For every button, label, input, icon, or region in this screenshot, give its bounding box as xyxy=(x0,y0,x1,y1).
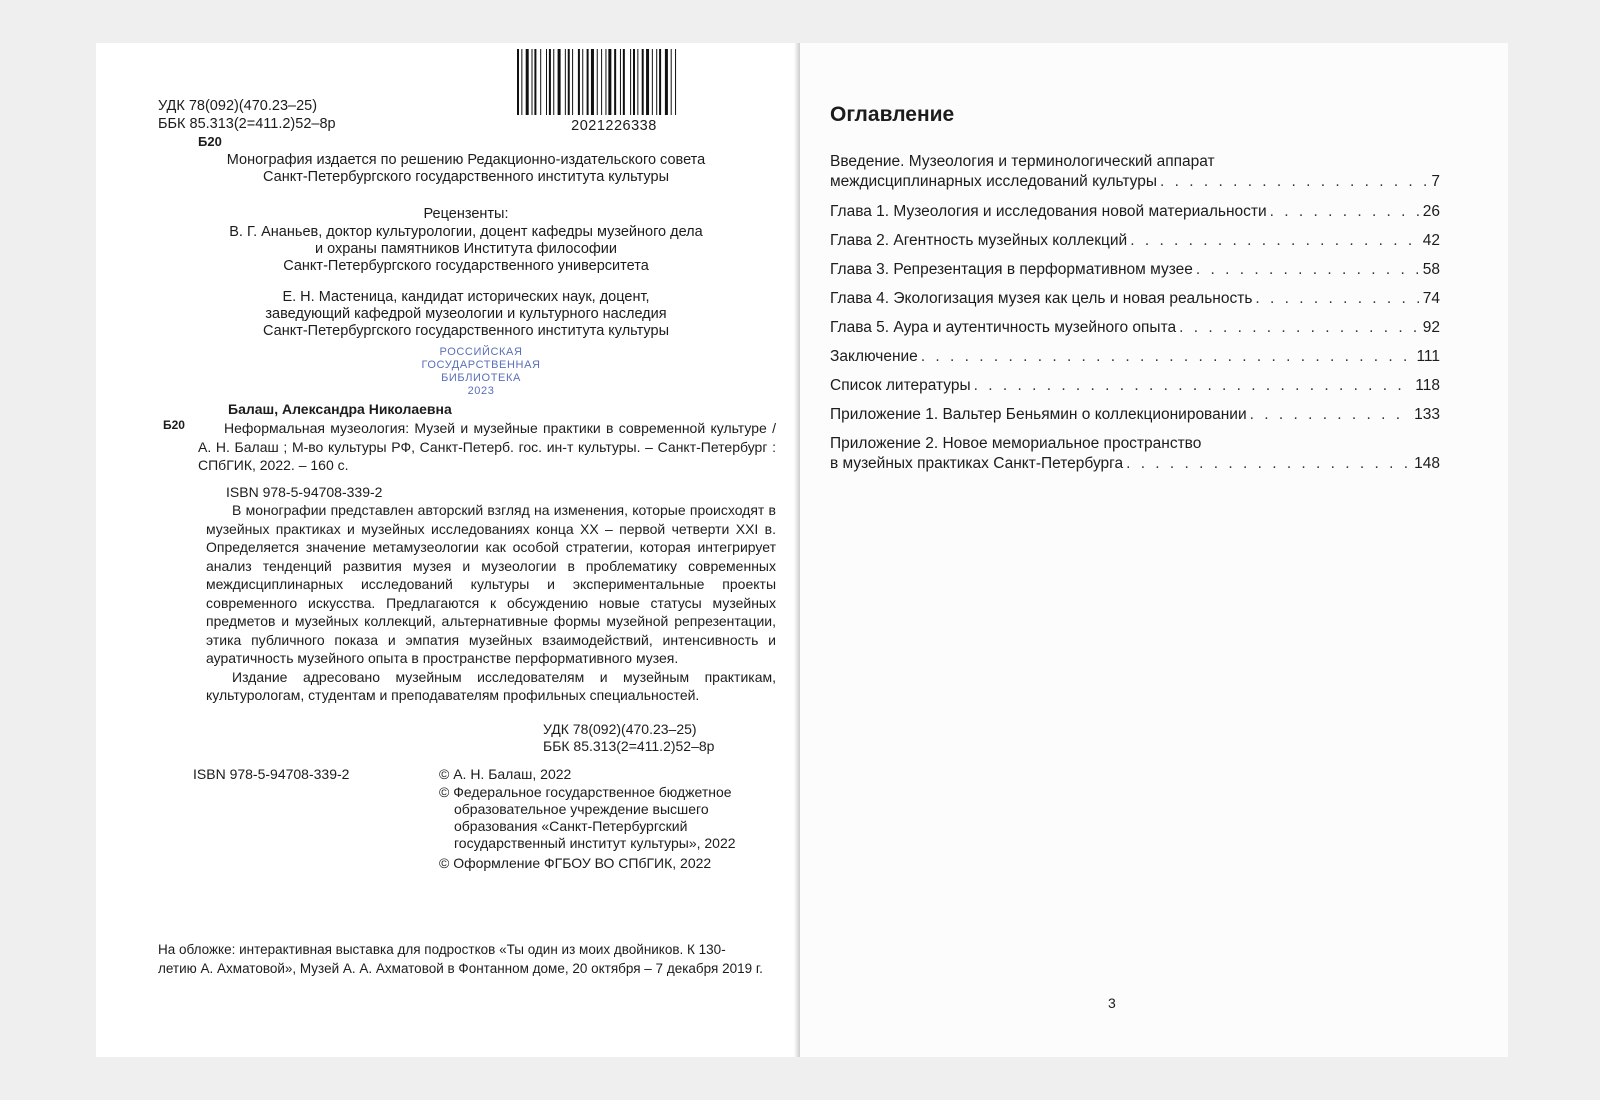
reviewer-1-line: Санкт-Петербургского государственного университета xyxy=(283,258,649,274)
barcode-bar xyxy=(532,49,533,115)
toc-entry-page: 7 xyxy=(1431,173,1440,190)
bbk-code: ББК 85.313(2=411.2)52–8р xyxy=(158,116,336,132)
toc-entry-page: 42 xyxy=(1422,232,1440,249)
barcode xyxy=(512,49,722,115)
copyright-line: образования «Санкт-Петербургский xyxy=(454,818,688,834)
toc-entry xyxy=(830,202,1440,231)
toc-entry xyxy=(830,260,1440,289)
toc-entry-page: 58 xyxy=(1422,261,1440,278)
copyright-line: © Федеральное государственное бюджетное xyxy=(439,784,732,800)
barcode-bar xyxy=(553,49,554,115)
toc-leader-dots xyxy=(974,376,1413,396)
abstract-paragraph-1: В монографии представлен авторский взгляд на изменения, которые происходят в музейных практиках и музейных исследованиях конца XX – первой четверти XXI в. Определяется значение метамузеологии как особой стратегии, которая интегрирует анализ тенденций развития музея и музеологии в проблематику современных междисциплинарных исследований культуры и экспериментальные проекты современного искусства. Предлагаются к обсуждению новые статусы музейных предметов и музейных коллекций, альтернативные формы музейной репрезентации, этика публичного показа и эмпатия музейных взаимодействий, интенсивность и ауратичность музейного опыта в пространстве перформативного музея. xyxy=(206,502,776,666)
toc-entry-page: 148 xyxy=(1414,455,1440,472)
barcode-bar xyxy=(633,49,635,115)
toc-entry-label: Глава 3. Репрезентация в перформативном музее xyxy=(830,261,1193,278)
toc-leader-dots xyxy=(1250,405,1412,425)
toc-leader-dots xyxy=(1196,260,1420,280)
barcode-bar xyxy=(652,49,653,115)
toc-entry xyxy=(830,318,1440,347)
reviewer-1 xyxy=(156,224,776,275)
copyright-design: © Оформление ФГБОУ ВО СПбГИК, 2022 xyxy=(439,855,712,871)
barcode-bar xyxy=(642,49,644,115)
barcode-bar xyxy=(671,49,672,115)
library-stamp-line: РОССИЙСКАЯ xyxy=(439,346,523,358)
toc-entry-label: междисциплинарных исследований культуры xyxy=(830,173,1158,190)
toc-entry-page: 118 xyxy=(1415,377,1440,394)
toc-leader-dots xyxy=(1130,231,1420,251)
barcode-bar xyxy=(646,49,649,115)
barcode-bar xyxy=(568,49,570,115)
toc-entry-page: 74 xyxy=(1422,290,1440,307)
publication-note xyxy=(156,152,776,186)
barcode-bar xyxy=(558,49,561,115)
barcode-bar xyxy=(578,49,580,115)
barcode-bar xyxy=(630,49,631,115)
barcode-bar xyxy=(614,49,616,115)
barcode-bar xyxy=(587,49,589,115)
barcode-bar xyxy=(605,49,606,115)
toc-title: Оглавление xyxy=(830,103,955,126)
toc-entry-page: 133 xyxy=(1414,406,1440,423)
catalog-entry: Неформальная музеология: Музей и музейные практики в современной культуре / А. Н. Балаш ; М-во культуры РФ, Санкт-Петерб. гос. ин-т культуры. – Санкт-Петербург : СПбГИК, 2022. – 160 с. xyxy=(198,420,776,473)
reviewer-1-line: и охраны памятников Института философии xyxy=(314,241,618,257)
toc-entry xyxy=(830,231,1440,260)
barcode-bar xyxy=(601,49,602,115)
isbn-bottom: ISBN 978-5-94708-339-2 xyxy=(193,766,350,782)
reviewer-1-line: В. Г. Ананьев, доктор культурологии, доцент кафедры музейного дела xyxy=(229,224,703,240)
reviewers-title: Рецензенты: xyxy=(423,206,509,222)
barcode-bar xyxy=(637,49,638,115)
author-name: Балаш, Александра Николаевна xyxy=(228,401,452,417)
toc-entry-label: в музейных практиках Санкт-Петербурга xyxy=(830,455,1124,472)
toc-entry xyxy=(830,152,1440,202)
author-mark: Б20 xyxy=(198,134,222,149)
publication-note-line: Монография издается по решению Редакционно-издательского совета xyxy=(226,152,706,168)
bbk-bottom: ББК 85.313(2=411.2)52–8р xyxy=(543,738,715,754)
toc-entry xyxy=(830,405,1440,434)
toc-entry xyxy=(830,347,1440,376)
barcode-bar xyxy=(675,49,676,115)
toc-entry-label: Глава 2. Агентность музейных коллекций xyxy=(830,232,1128,249)
toc-entry-label: Глава 4. Экологизация музея как цель и новая реальность xyxy=(830,290,1253,307)
copyright-institution xyxy=(439,784,736,852)
reviewer-2 xyxy=(156,289,776,340)
toc-leader-dots xyxy=(1126,454,1411,474)
barcode-bar xyxy=(534,49,536,115)
abstract xyxy=(206,501,776,705)
barcode-bar xyxy=(656,49,657,115)
copyright-line: образовательное учреждение высшего xyxy=(454,801,709,817)
abstract-paragraph-2: Издание адресовано музейным исследователям и музейным практикам, культурологам, студентам и преподавателям профильных специальностей. xyxy=(206,668,776,703)
toc-entry-first-line: Приложение 2. Новое мемориальное пространство xyxy=(830,435,1202,452)
udk-code: УДК 78(092)(470.23–25) xyxy=(158,98,318,114)
toc-leader-dots xyxy=(1270,202,1420,222)
toc-entry-label: Список литературы xyxy=(830,377,971,394)
barcode-bar xyxy=(526,49,529,115)
left-page xyxy=(96,43,798,1057)
barcode-bar xyxy=(597,49,598,115)
toc-entry xyxy=(830,434,1440,484)
barcode-bar xyxy=(659,49,661,115)
reviewer-2-line: Санкт-Петербургского государственного института культуры xyxy=(263,323,669,339)
barcode-bar xyxy=(572,49,573,115)
toc-entry xyxy=(830,289,1440,318)
right-page xyxy=(800,43,1508,1057)
barcode-bar xyxy=(565,49,566,115)
reviewer-2-line: Е. Н. Мастеница, кандидат исторических наук, доцент, xyxy=(282,289,650,305)
cover-note xyxy=(158,940,788,978)
copyright-line: государственный институт культуры», 2022 xyxy=(454,835,736,851)
barcode-bar xyxy=(521,49,522,115)
library-stamp-line: БИБЛИОТЕКА xyxy=(441,372,521,384)
barcode-bar xyxy=(517,49,519,115)
library-stamp-line: 2023 xyxy=(467,385,495,397)
toc-leader-dots xyxy=(1255,289,1419,309)
barcode-bars xyxy=(517,49,717,115)
reviewer-2-line: заведующий кафедрой музеологии и культурного наследия xyxy=(265,306,667,322)
toc-entry-label: Приложение 1. Вальтер Беньямин о коллекционировании xyxy=(830,406,1247,423)
toc-leader-dots xyxy=(921,347,1414,367)
barcode-bar xyxy=(620,49,621,115)
catalog-mark: Б20 xyxy=(163,418,185,432)
barcode-bar xyxy=(549,49,551,115)
cover-note-line: летию А. Ахматовой», Музей А. А. Ахматовой в Фонтанном доме, 20 октября – 7 декабря 2019 г. xyxy=(158,961,763,976)
barcode-bar xyxy=(546,49,547,115)
table-of-contents xyxy=(830,152,1440,484)
barcode-bar xyxy=(582,49,583,115)
barcode-bar xyxy=(608,49,611,115)
library-stamp xyxy=(406,346,556,398)
barcode-bar xyxy=(665,49,668,115)
publication-note-line: Санкт-Петербургского государственного института культуры xyxy=(263,169,669,185)
toc-entry-label: Глава 1. Музеология и исследования новой материальности xyxy=(830,203,1267,220)
toc-entry-label: Глава 5. Аура и аутентичность музейного опыта xyxy=(830,319,1177,336)
udk-bottom: УДК 78(092)(470.23–25) xyxy=(543,721,697,737)
barcode-bar xyxy=(540,49,541,115)
toc-entry-page: 111 xyxy=(1416,348,1440,365)
catalog-isbn: ISBN 978-5-94708-339-2 xyxy=(226,484,383,500)
barcode-bar xyxy=(623,49,625,115)
copyright-author: © А. Н. Балаш, 2022 xyxy=(439,766,572,782)
barcode-number: 2021226338 xyxy=(571,118,657,134)
toc-entry-page: 92 xyxy=(1422,319,1440,336)
toc-leader-dots xyxy=(1179,318,1420,338)
toc-leader-dots xyxy=(1160,172,1428,192)
toc-entry-first-line: Введение. Музеология и терминологический аппарат xyxy=(830,153,1215,170)
toc-entry-page: 26 xyxy=(1422,203,1440,220)
toc-entry-label: Заключение xyxy=(830,348,918,365)
library-stamp-line: ГОСУДАРСТВЕННАЯ xyxy=(421,359,541,371)
toc-entry xyxy=(830,376,1440,405)
barcode-bar xyxy=(591,49,594,115)
cover-note-line: На обложке: интерактивная выставка для подростков «Ты один из моих двойников. К 130- xyxy=(158,942,726,957)
page-number: 3 xyxy=(1108,995,1116,1011)
